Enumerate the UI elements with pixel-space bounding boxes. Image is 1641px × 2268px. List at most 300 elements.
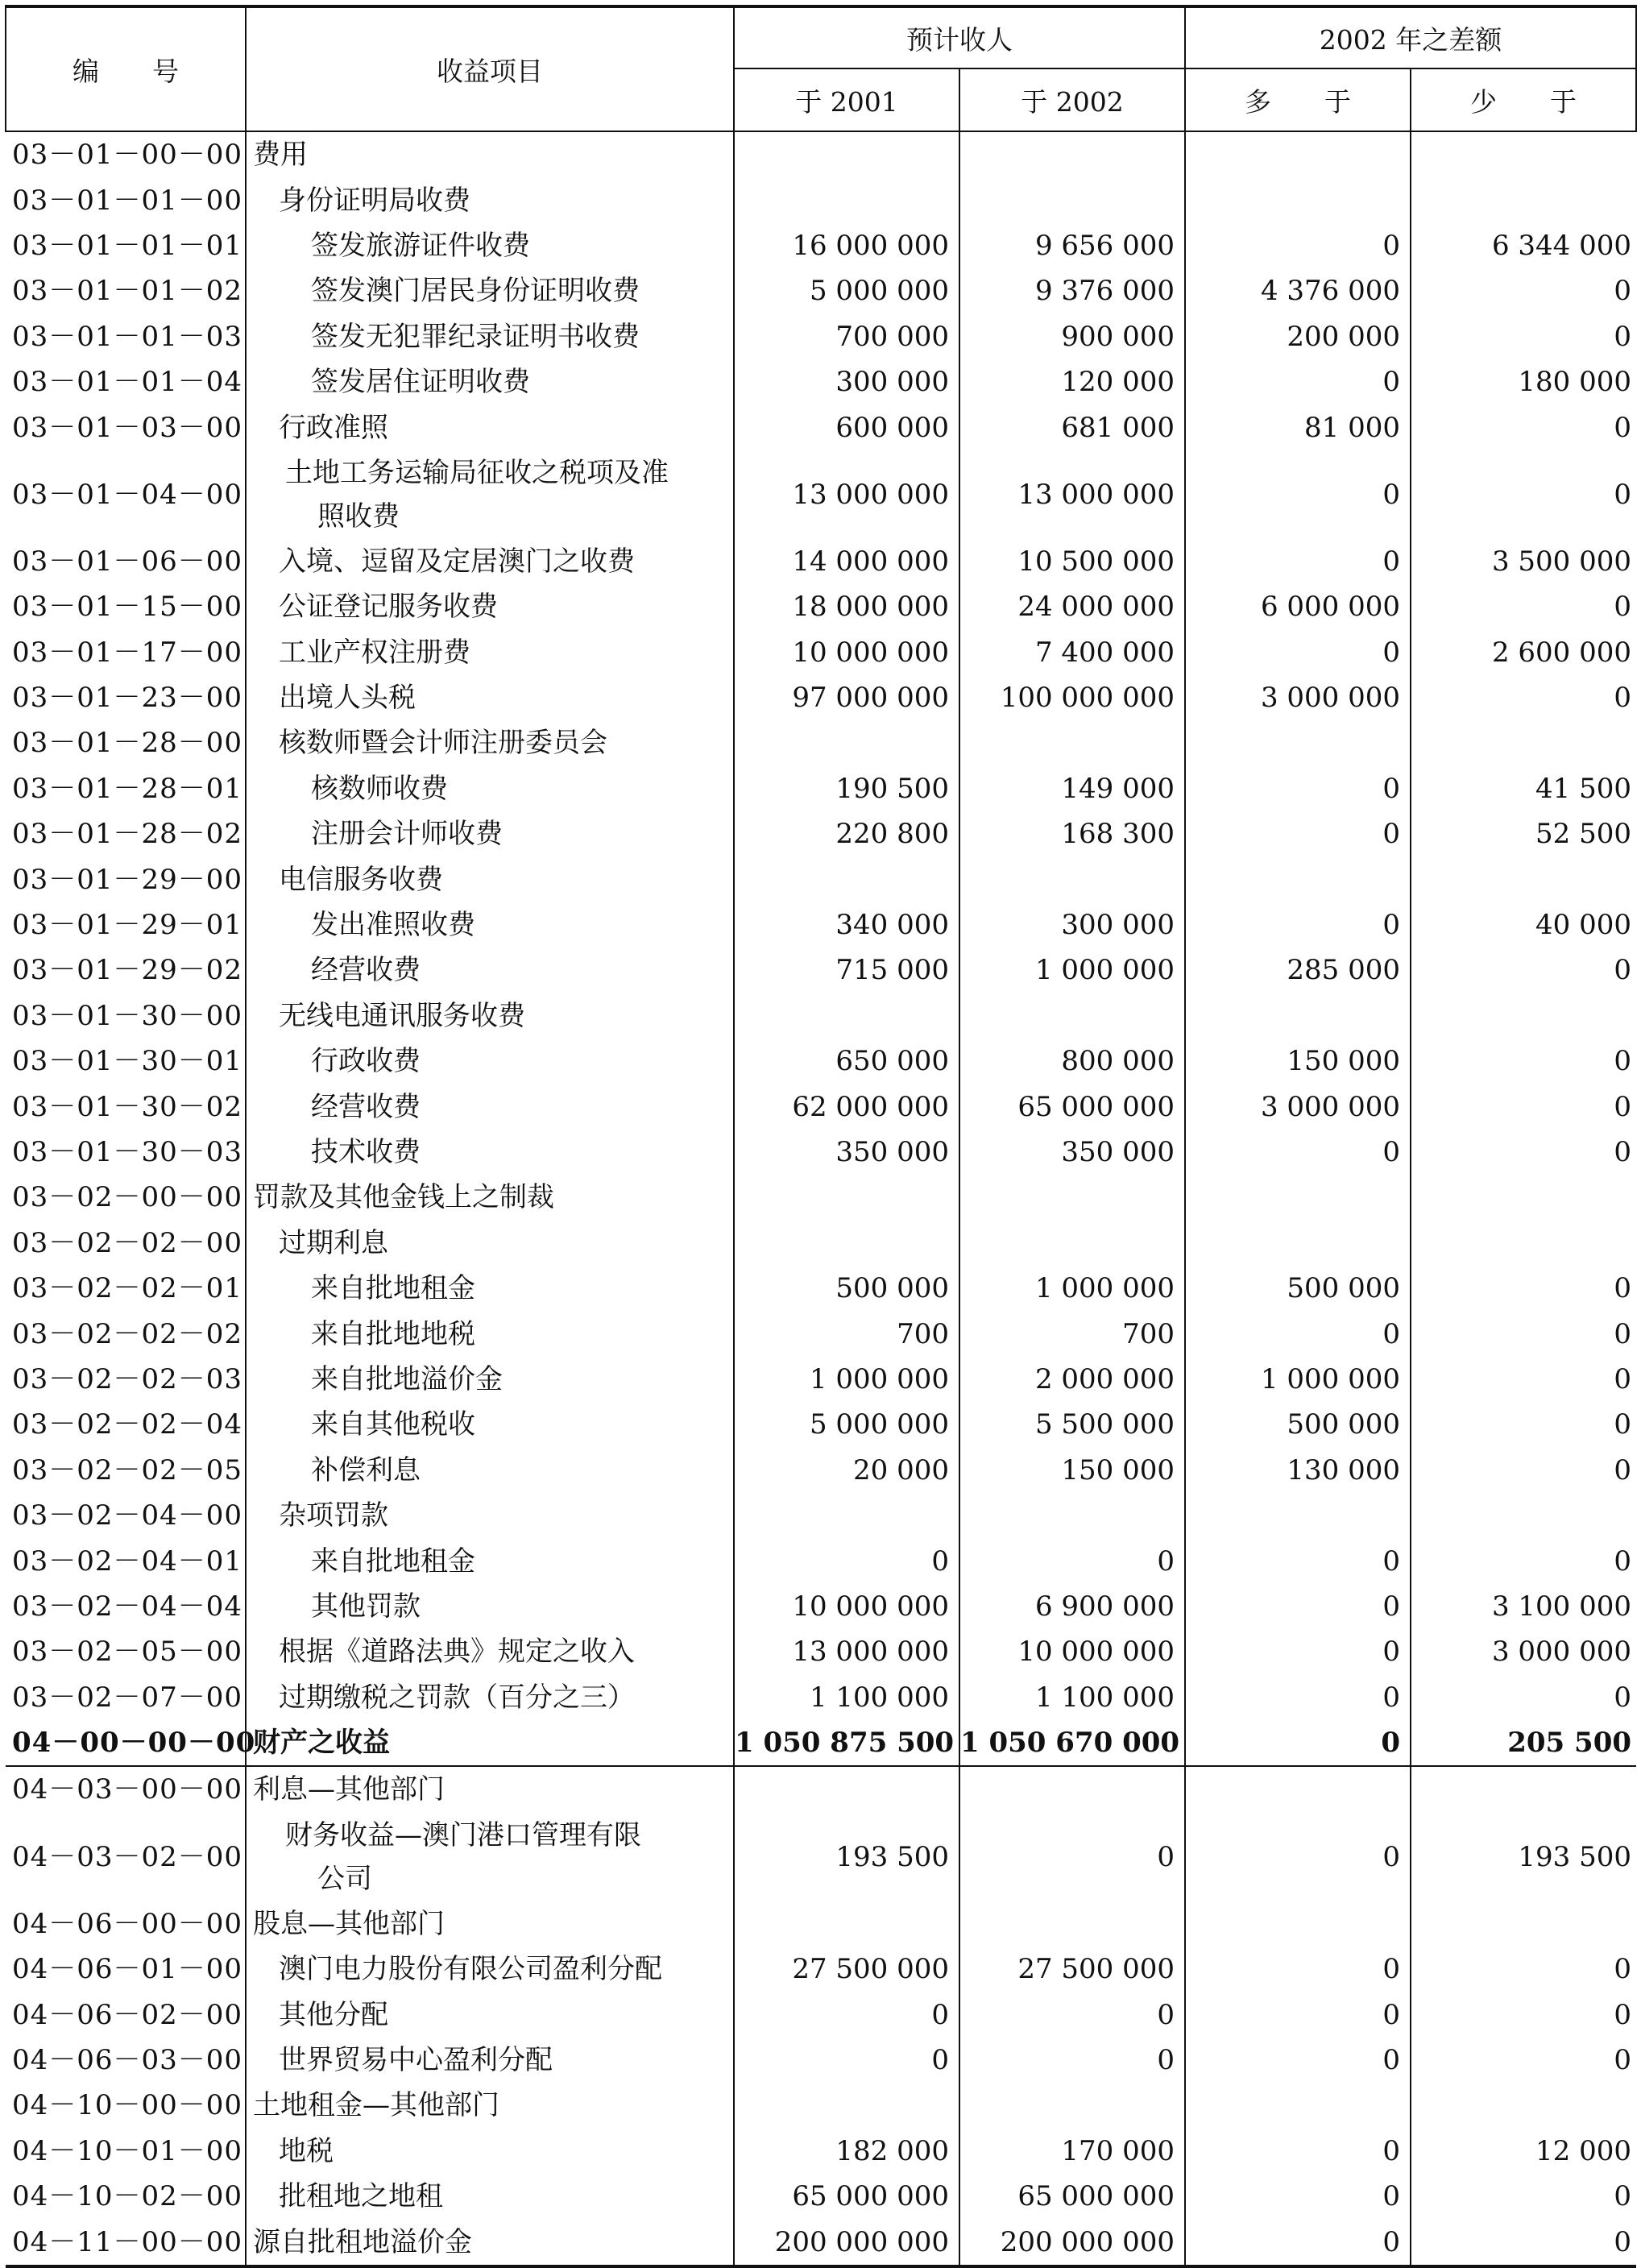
row-v2001: 650 000 (734, 1039, 959, 1084)
row-code: 03－01－17－00 (6, 630, 246, 675)
row-v2002: 10 000 000 (959, 1629, 1185, 1674)
table-row (6, 720, 1636, 765)
row-item: 地税 (246, 2129, 734, 2174)
row-more (1185, 993, 1411, 1039)
row-code: 03－01－01－00 (6, 177, 246, 222)
row-item-line1: 土地工务运输局征收之税项及准 (285, 456, 669, 489)
row-v2002: 9 656 000 (959, 223, 1185, 268)
table-row (6, 539, 1636, 584)
row-v2001: 65 000 000 (734, 2174, 959, 2219)
table-row (6, 902, 1636, 947)
row-code: 03－01－15－00 (6, 584, 246, 629)
table-row (6, 811, 1636, 856)
table-row (6, 268, 1636, 313)
row-more (1185, 1766, 1411, 1812)
row-less: 0 (1614, 1544, 1632, 1578)
row-code: 04－06－01－00 (6, 1947, 246, 1992)
row-item: 过期缴税之罚款（百分之三） (246, 1675, 734, 1720)
table-row (6, 1402, 1636, 1447)
row-item: 杂项罚款 (246, 1493, 734, 1538)
row-item: 出境人头税 (246, 675, 734, 720)
table-header (6, 6, 1636, 131)
table-body (6, 131, 1636, 2266)
row-item: 罚款及其他金钱上之制裁 (246, 1175, 734, 1220)
row-v2002 (959, 1901, 1185, 1947)
row-less: 0 (1614, 1045, 1632, 1078)
row-v2002: 5 500 000 (959, 1402, 1185, 1447)
row-code: 04－10－00－00 (6, 2083, 246, 2128)
row-v2002: 681 000 (959, 404, 1185, 450)
row-code: 03－01－00－00 (6, 131, 246, 177)
table-row (6, 1538, 1636, 1583)
row-more: 0 (1185, 539, 1411, 584)
row-item: 发出准照收费 (246, 902, 734, 947)
table-row (6, 2038, 1636, 2083)
row-item-line2: 照收费 (317, 500, 400, 533)
table-row (6, 1766, 1636, 1812)
row-v2002: 6 900 000 (959, 1584, 1185, 1629)
row-v2001: 1 000 000 (734, 1357, 959, 1402)
row-less: 0 (1614, 1272, 1632, 1305)
row-less: 0 (1614, 2180, 1632, 2213)
row-v2002: 65 000 000 (959, 2174, 1185, 2219)
row-less: 0 (1614, 1136, 1632, 1168)
row-item: 补偿利息 (246, 1448, 734, 1493)
row-code: 03－01－29－02 (6, 947, 246, 993)
row-less (1411, 1493, 1636, 1538)
row-v2002: 0 (959, 2038, 1185, 2083)
row-item: 签发澳门居民身份证明收费 (246, 268, 734, 313)
row-more: 0 (1185, 1813, 1411, 1901)
row-item: 核数师暨会计师注册委员会 (246, 720, 734, 765)
header-more: 多 于 (1185, 68, 1411, 131)
row-code: 03－01－04－00 (6, 450, 246, 539)
row-more: 0 (1185, 1720, 1411, 1766)
row-v2001 (734, 2083, 959, 2128)
row-code: 03－01－28－02 (6, 811, 246, 856)
row-v2002 (959, 720, 1185, 765)
row-less: 0 (1614, 411, 1632, 444)
row-code: 03－01－06－00 (6, 539, 246, 584)
row-v2002: 200 000 000 (959, 2219, 1185, 2266)
row-less: 0 (1614, 954, 1632, 987)
table-row (6, 947, 1636, 993)
row-more (1185, 1493, 1411, 1538)
row-code: 03－01－30－03 (6, 1130, 246, 1175)
row-item: 行政准照 (246, 404, 734, 450)
row-v2002: 150 000 (959, 1448, 1185, 1493)
row-item: 工业产权注册费 (246, 630, 734, 675)
row-more: 0 (1185, 223, 1411, 268)
table-row (6, 1448, 1636, 1493)
row-v2002: 1 000 000 (959, 947, 1185, 993)
row-v2002 (959, 856, 1185, 902)
row-item: 费用 (246, 131, 734, 177)
row-v2001: 340 000 (734, 902, 959, 947)
row-code: 03－02－02－01 (6, 1266, 246, 1311)
row-v2001 (734, 131, 959, 177)
row-code: 03－01－01－03 (6, 314, 246, 359)
row-more: 0 (1185, 1584, 1411, 1629)
row-item: 来自其他税收 (246, 1402, 734, 1447)
row-v2002 (959, 1175, 1185, 1220)
table-row (6, 1175, 1636, 1220)
row-item: 来自批地租金 (246, 1538, 734, 1583)
row-less: 180 000 (1518, 366, 1632, 399)
table-row (6, 177, 1636, 222)
row-item: 签发旅游证件收费 (246, 223, 734, 268)
row-v2002 (959, 1766, 1185, 1812)
row-less (1411, 177, 1636, 222)
row-v2001 (734, 1901, 959, 1947)
row-code: 03－02－04－01 (6, 1538, 246, 1583)
row-more (1185, 177, 1411, 222)
row-v2001 (734, 993, 959, 1039)
row-item: 入境、逗留及定居澳门之收费 (246, 539, 734, 584)
row-less: 0 (1614, 1681, 1632, 1714)
row-less: 40 000 (1535, 909, 1632, 942)
row-v2002: 10 500 000 (959, 539, 1185, 584)
row-less: 0 (1614, 1453, 1632, 1486)
row-v2002: 65 000 000 (959, 1084, 1185, 1129)
row-more: 0 (1185, 1629, 1411, 1674)
row-code: 03－01－30－01 (6, 1039, 246, 1084)
row-less: 0 (1614, 275, 1632, 308)
row-more: 0 (1185, 766, 1411, 811)
header-code: 编 号 (6, 6, 246, 131)
table-row (6, 1221, 1636, 1266)
row-more: 6 000 000 (1185, 584, 1411, 629)
row-item: 行政收费 (246, 1039, 734, 1084)
row-less: 0 (1614, 682, 1632, 715)
row-more: 0 (1185, 2219, 1411, 2266)
row-v2002: 149 000 (959, 766, 1185, 811)
table-row (6, 1675, 1636, 1720)
row-item: 利息—其他部门 (246, 1766, 734, 1812)
row-less: 0 (1614, 2044, 1632, 2077)
row-item: 财产之收益 (246, 1720, 734, 1766)
row-item: 身份证明局收费 (246, 177, 734, 222)
table-row (6, 1813, 1636, 1901)
row-code: 03－01－28－00 (6, 720, 246, 765)
row-more: 0 (1185, 1947, 1411, 1992)
row-item: 经营收费 (246, 1084, 734, 1129)
row-more (1185, 1901, 1411, 1947)
row-more (1185, 1175, 1411, 1220)
row-less (1411, 1901, 1636, 1947)
row-v2002 (959, 2083, 1185, 2128)
row-item (246, 1813, 734, 1901)
row-more (1185, 720, 1411, 765)
row-item: 股息—其他部门 (246, 1901, 734, 1947)
table-row (6, 2174, 1636, 2219)
row-v2002: 168 300 (959, 811, 1185, 856)
row-v2002: 350 000 (959, 1130, 1185, 1175)
row-v2002: 24 000 000 (959, 584, 1185, 629)
row-more: 130 000 (1185, 1448, 1411, 1493)
table-row (6, 2083, 1636, 2128)
row-v2001 (734, 1175, 959, 1220)
row-v2001: 5 000 000 (734, 1402, 959, 1447)
row-more: 0 (1185, 450, 1411, 539)
row-less: 0 (1411, 2219, 1636, 2266)
row-more: 200 000 (1185, 314, 1411, 359)
row-v2002: 800 000 (959, 1039, 1185, 1084)
row-item: 土地租金—其他部门 (246, 2083, 734, 2128)
row-more: 3 000 000 (1185, 1084, 1411, 1129)
table-row (6, 1266, 1636, 1311)
row-code: 04－06－02－00 (6, 1992, 246, 2037)
row-v2001 (734, 1766, 959, 1812)
row-v2001: 715 000 (734, 947, 959, 993)
row-more (1185, 1221, 1411, 1266)
row-less: 3 000 000 (1491, 1636, 1632, 1669)
row-v2001: 1 100 000 (734, 1675, 959, 1720)
row-less (1411, 1221, 1636, 1266)
row-more (1185, 856, 1411, 902)
row-code: 03－01－01－02 (6, 268, 246, 313)
row-v2001: 13 000 000 (734, 450, 959, 539)
row-v2002: 300 000 (959, 902, 1185, 947)
table-row (6, 314, 1636, 359)
row-v2001: 27 500 000 (734, 1947, 959, 1992)
row-code: 04－11－00－00 (6, 2219, 246, 2266)
row-more: 0 (1185, 630, 1411, 675)
row-less (1411, 131, 1636, 177)
row-less: 193 500 (1518, 1840, 1632, 1873)
row-code: 04－00－00－00 (6, 1720, 246, 1766)
row-more: 0 (1185, 1538, 1411, 1583)
row-item: 来自批地租金 (246, 1266, 734, 1311)
row-v2002: 900 000 (959, 314, 1185, 359)
row-less: 52 500 (1535, 818, 1632, 851)
table-row (6, 993, 1636, 1039)
row-v2002 (959, 1493, 1185, 1538)
row-code: 04－03－02－00 (6, 1813, 246, 1901)
row-more: 1 000 000 (1185, 1357, 1411, 1402)
row-v2001: 18 000 000 (734, 584, 959, 629)
row-less: 0 (1614, 1953, 1632, 1986)
row-code: 03－02－04－04 (6, 1584, 246, 1629)
header-less: 少 于 (1411, 68, 1636, 131)
row-less: 3 100 000 (1491, 1590, 1632, 1623)
row-less: 0 (1614, 591, 1632, 624)
table-row (6, 856, 1636, 902)
row-less (1411, 1175, 1636, 1220)
row-more: 500 000 (1185, 1266, 1411, 1311)
table-row (6, 1311, 1636, 1356)
row-v2002: 1 000 000 (959, 1266, 1185, 1311)
row-v2002: 0 (959, 1538, 1185, 1583)
row-code: 03－02－07－00 (6, 1675, 246, 1720)
row-code: 04－03－00－00 (6, 1766, 246, 1812)
row-v2001 (734, 177, 959, 222)
row-v2001 (734, 1493, 959, 1538)
row-item-line2: 公司 (317, 1862, 372, 1895)
row-v2001: 20 000 (734, 1448, 959, 1493)
row-less: 3 500 000 (1491, 545, 1632, 578)
table-row (6, 584, 1636, 629)
row-v2002: 0 (959, 1813, 1185, 1901)
row-code: 03－02－00－00 (6, 1175, 246, 1220)
row-v2001: 0 (734, 1992, 959, 2037)
row-v2002: 120 000 (959, 359, 1185, 404)
row-v2001: 5 000 000 (734, 268, 959, 313)
row-more: 0 (1185, 1130, 1411, 1175)
row-more: 150 000 (1185, 1039, 1411, 1084)
header-2002: 于 2002 (959, 68, 1185, 131)
row-more: 0 (1185, 2038, 1411, 2083)
row-less: 0 (1614, 1408, 1632, 1441)
row-more (1185, 2083, 1411, 2128)
header-item: 收益项目 (246, 6, 734, 131)
row-item: 澳门电力股份有限公司盈利分配 (246, 1947, 734, 1992)
row-item: 来自批地地税 (246, 1311, 734, 1356)
table-row (6, 1584, 1636, 1629)
row-v2001: 600 000 (734, 404, 959, 450)
row-code: 03－02－02－00 (6, 1221, 246, 1266)
row-v2001: 62 000 000 (734, 1084, 959, 1129)
row-v2001: 700 000 (734, 314, 959, 359)
row-v2001 (734, 856, 959, 902)
row-v2001: 10 000 000 (734, 630, 959, 675)
row-item: 世界贸易中心盈利分配 (246, 2038, 734, 2083)
row-v2002: 1 100 000 (959, 1675, 1185, 1720)
row-less: 2 600 000 (1491, 636, 1632, 669)
table-row (6, 1357, 1636, 1402)
row-v2002: 170 000 (959, 2129, 1185, 2174)
row-less: 41 500 (1535, 772, 1632, 805)
row-v2001: 0 (734, 1538, 959, 1583)
table-row (6, 1130, 1636, 1175)
table-row (6, 1720, 1636, 1766)
table-row (6, 2129, 1636, 2174)
row-v2002: 7 400 000 (959, 630, 1185, 675)
table-row (6, 450, 1636, 539)
row-v2002 (959, 177, 1185, 222)
row-more: 4 376 000 (1185, 268, 1411, 313)
row-code: 03－01－29－01 (6, 902, 246, 947)
table-row (6, 1629, 1636, 1674)
row-v2002: 700 (959, 1311, 1185, 1356)
row-item: 技术收费 (246, 1130, 734, 1175)
row-code: 03－02－02－05 (6, 1448, 246, 1493)
row-code: 04－06－03－00 (6, 2038, 246, 2083)
table-row (6, 766, 1636, 811)
table-row (6, 1493, 1636, 1538)
row-v2002: 27 500 000 (959, 1947, 1185, 1992)
table-row (6, 1039, 1636, 1084)
row-code: 03－01－28－01 (6, 766, 246, 811)
row-v2001: 190 500 (734, 766, 959, 811)
row-more (1185, 131, 1411, 177)
header-diff-group: 2002 年之差额 (1185, 6, 1636, 68)
row-item: 注册会计师收费 (246, 811, 734, 856)
table-row (6, 675, 1636, 720)
row-more: 285 000 (1185, 947, 1411, 993)
row-code: 04－10－02－00 (6, 2174, 246, 2219)
row-less: 0 (1614, 478, 1632, 511)
row-v2001: 10 000 000 (734, 1584, 959, 1629)
row-v2002: 100 000 000 (959, 675, 1185, 720)
row-less: 0 (1614, 1317, 1632, 1350)
table-row (6, 223, 1636, 268)
row-less: 205 500 (1411, 1720, 1636, 1766)
table-row (6, 359, 1636, 404)
row-code: 04－06－00－00 (6, 1901, 246, 1947)
row-item: 批租地之地租 (246, 2174, 734, 2219)
row-less: 0 (1614, 320, 1632, 353)
row-item: 根据《道路法典》规定之收入 (246, 1629, 734, 1674)
row-item: 签发居住证明收费 (246, 359, 734, 404)
table-row (6, 630, 1636, 675)
row-more: 0 (1185, 359, 1411, 404)
row-code: 03－01－03－00 (6, 404, 246, 450)
header-2001: 于 2001 (734, 68, 959, 131)
row-less: 12 000 (1535, 2134, 1632, 2167)
row-code: 03－02－02－04 (6, 1402, 246, 1447)
row-item: 其他分配 (246, 1992, 734, 2037)
row-more: 0 (1185, 811, 1411, 856)
row-v2002 (959, 1221, 1185, 1266)
row-code: 03－01－01－01 (6, 223, 246, 268)
row-more: 0 (1185, 1675, 1411, 1720)
row-v2002 (959, 131, 1185, 177)
row-item (246, 450, 734, 539)
row-code: 04－10－01－00 (6, 2129, 246, 2174)
row-more: 3 000 000 (1185, 675, 1411, 720)
row-item: 无线电通讯服务收费 (246, 993, 734, 1039)
table-row (6, 1947, 1636, 1992)
row-code: 03－01－23－00 (6, 675, 246, 720)
row-less (1411, 856, 1636, 902)
row-more: 0 (1185, 2129, 1411, 2174)
row-item: 源自批租地溢价金 (246, 2219, 734, 2266)
row-code: 03－02－02－03 (6, 1357, 246, 1402)
row-v2002: 13 000 000 (959, 450, 1185, 539)
row-v2002: 0 (959, 1992, 1185, 2037)
row-more: 500 000 (1185, 1402, 1411, 1447)
row-code: 03－01－29－00 (6, 856, 246, 902)
row-v2001: 97 000 000 (734, 675, 959, 720)
row-code: 03－01－01－04 (6, 359, 246, 404)
row-v2002: 9 376 000 (959, 268, 1185, 313)
row-v2002: 1 050 670 000 (959, 1720, 1185, 1766)
row-v2002: 2 000 000 (959, 1357, 1185, 1402)
row-less: 0 (1614, 1998, 1632, 2031)
row-less (1411, 2083, 1636, 2128)
row-v2001: 500 000 (734, 1266, 959, 1311)
row-v2001: 700 (734, 1311, 959, 1356)
row-less (1411, 1766, 1636, 1812)
row-v2001: 16 000 000 (734, 223, 959, 268)
table-row (6, 404, 1636, 450)
row-item: 核数师收费 (246, 766, 734, 811)
row-code: 03－01－30－02 (6, 1084, 246, 1129)
row-less (1411, 720, 1636, 765)
row-v2001: 0 (734, 2038, 959, 2083)
row-code: 03－02－02－02 (6, 1311, 246, 1356)
row-less: 6 344 000 (1491, 229, 1632, 262)
row-v2001: 13 000 000 (734, 1629, 959, 1674)
row-v2001: 193 500 (734, 1813, 959, 1901)
row-item: 经营收费 (246, 947, 734, 993)
row-more: 0 (1185, 1311, 1411, 1356)
table-row (6, 1084, 1636, 1129)
row-item-line1: 财务收益—澳门港口管理有限 (285, 1818, 641, 1851)
row-item: 来自批地溢价金 (246, 1357, 734, 1402)
row-more: 81 000 (1185, 404, 1411, 450)
